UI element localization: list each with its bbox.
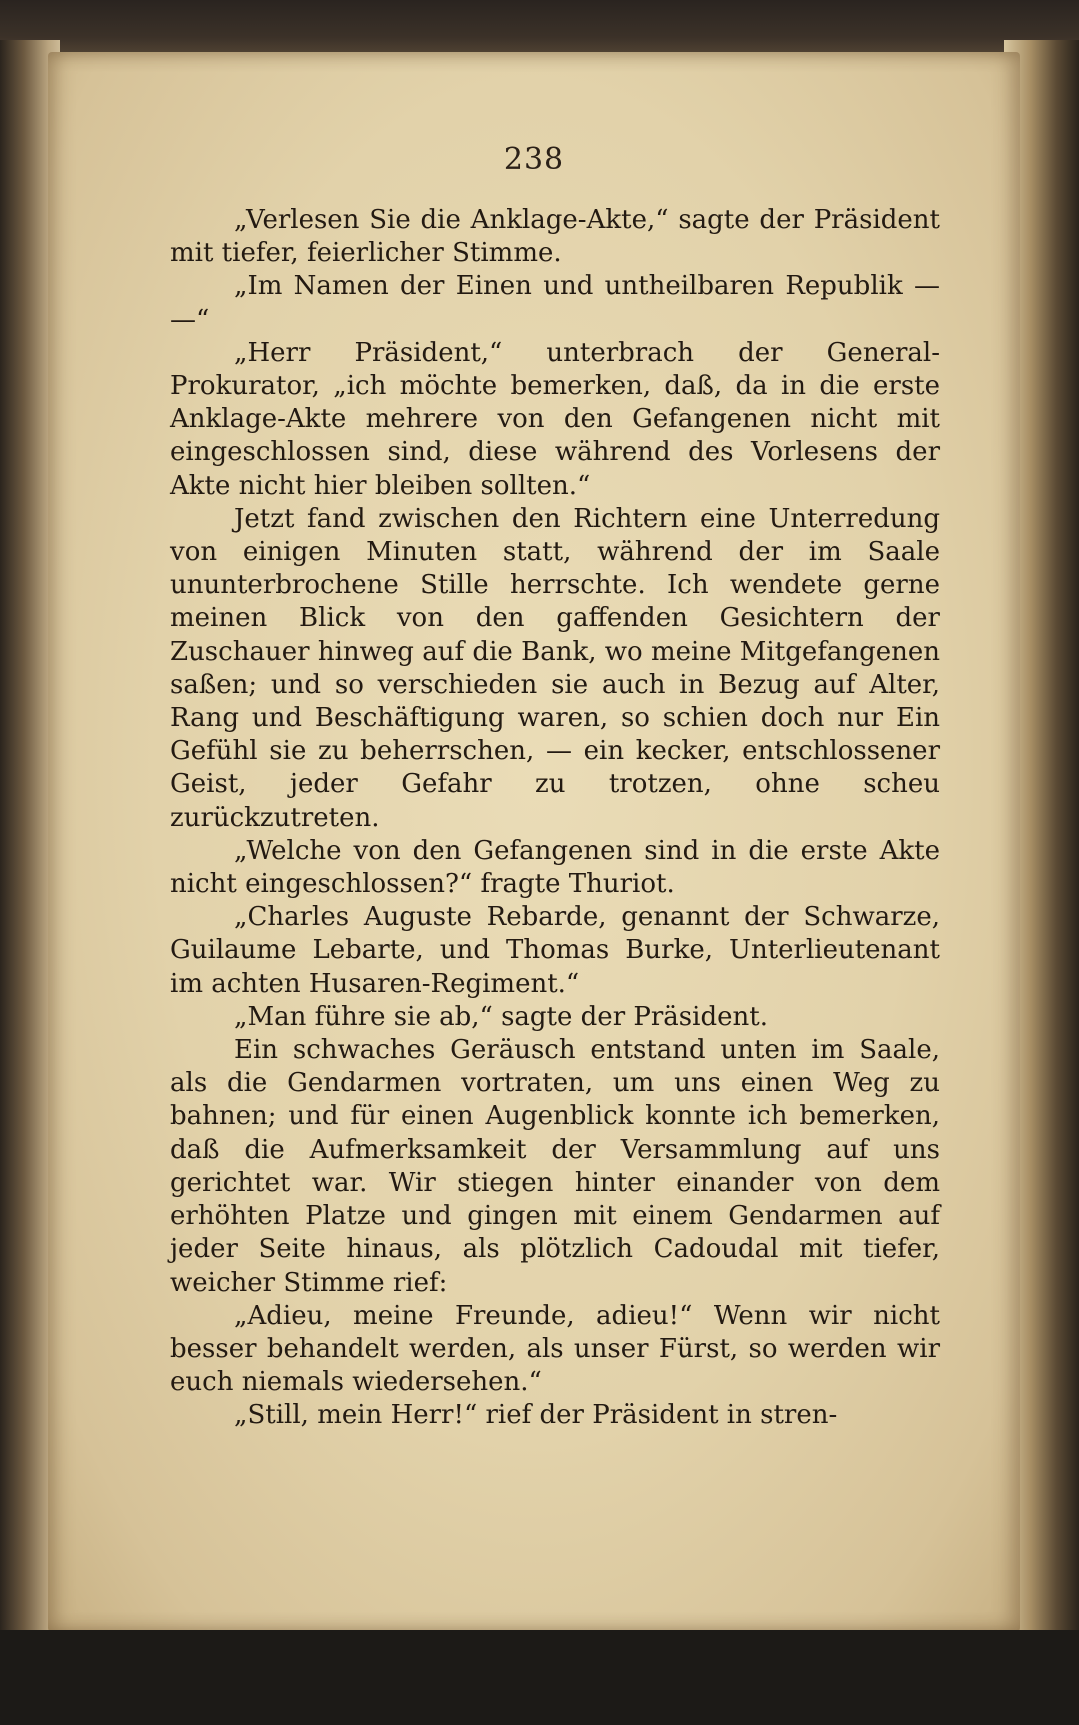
book-page <box>48 52 1020 1632</box>
page-number: 238 <box>503 142 565 177</box>
paragraph: „Adieu, meine Freunde, adieu!“ Wenn wir nicht besser behandelt werden, als unser Fürst, so werden wir euch niemals wiedersehen.“ <box>170 1300 940 1398</box>
page-text <box>170 204 940 1433</box>
paragraph: Ein schwaches Geräusch entstand unten im Saale, als die Gendarmen vortraten, um uns einen Weg zu bahnen; und für einen Augenblick konnte ich bemerken, daß die Aufmerksamkeit der Versammlung auf uns gerichtet war. Wir stiegen hinter einander von dem erhöhten Platze und gingen mit einem Gendarmen auf jeder Seite hinaus, als plötzlich Cadoudal mit tiefer, weicher Stimme rief: <box>170 1035 940 1298</box>
paragraph: „Im Namen der Einen und untheilbaren Republik — —“ <box>170 271 940 335</box>
paragraph: „Still, mein Herr!“ rief der Präsident in stren- <box>234 1400 838 1431</box>
paragraph: „Charles Auguste Rebarde, genannt der Schwarze, Guilaume Lebarte, und Thomas Burke, Unterlieutenant im achten Husaren-Regiment.“ <box>170 902 940 999</box>
paragraph: „Welche von den Gefangenen sind in die erste Akte nicht eingeschlossen?“ fragte Thuriot. <box>170 835 940 900</box>
paragraph: „Verlesen Sie die Anklage-Akte,“ sagte der Präsident mit tiefer, feierlicher Stimme. <box>170 205 940 269</box>
paragraph: Jetzt fand zwischen den Richtern eine Unterredung von einigen Minuten statt, während der im Saale ununterbrochene Stille herrschte. Ich wendete gerne meinen Blick von den gaffenden Gesichtern der Zuschauer hinweg auf die Bank, wo meine Mitgefangenen saßen; und so verschieden sie auch in Bezug auf Alter, Rang und Beschäftigung waren, so schien doch nur Ein Gefühl sie zu beherrschen, — ein kecker, entschlossener Geist, jeder Gefahr zu trotzen, ohne scheu zurückzutreten. <box>170 503 940 833</box>
paragraph: „Man führe sie ab,“ sagte der Präsident. <box>234 1001 768 1032</box>
background-bottom <box>0 1630 1079 1725</box>
paragraph: „Herr Präsident,“ unterbrach der General-Prokurator, „ich möchte bemerken, daß, da in die erste Anklage-Akte mehrere von den Gefangenen nicht mit eingeschlossen sind, diese während des Vorlesens der Akte nicht hier bleiben sollten.“ <box>170 337 940 501</box>
